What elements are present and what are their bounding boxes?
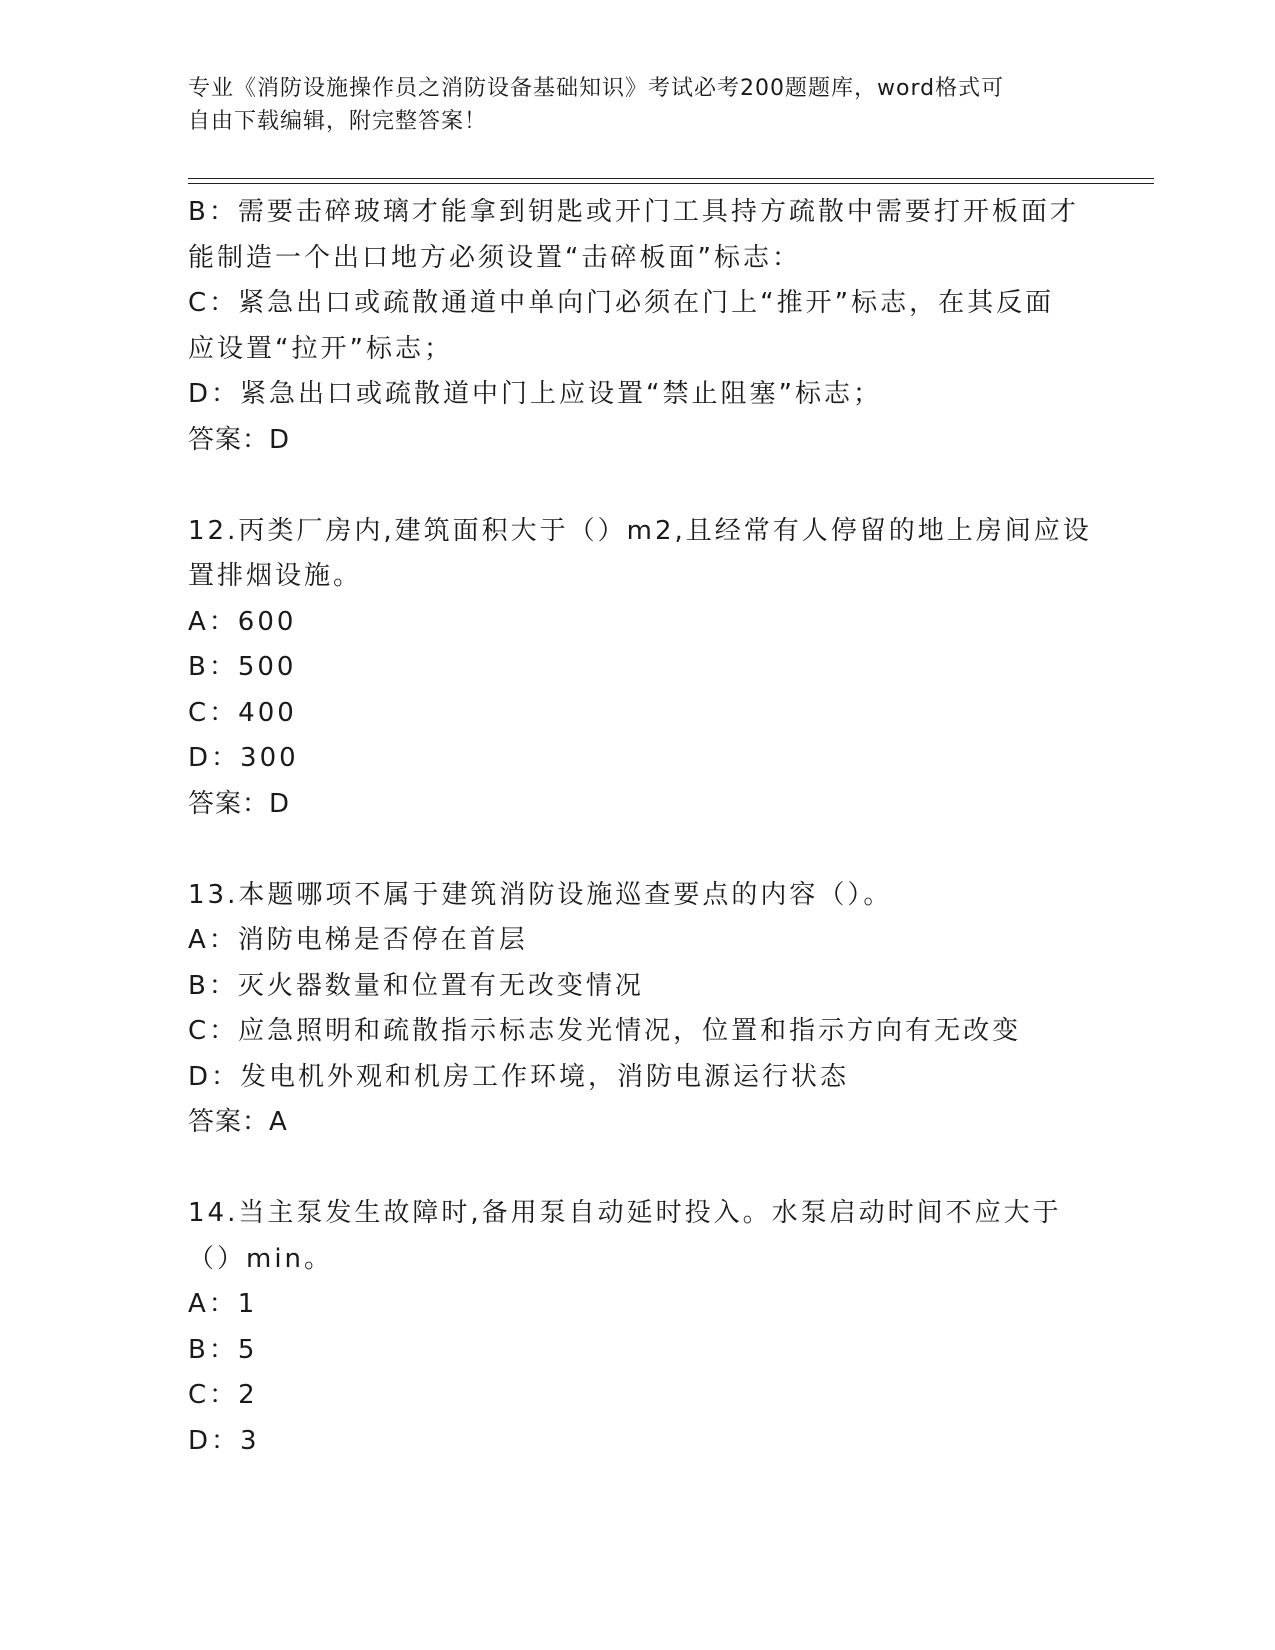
option-a: A：600 bbox=[188, 606, 297, 637]
document-header bbox=[188, 72, 1068, 138]
header-divider-bottom bbox=[188, 183, 1154, 184]
option-c: C：2 bbox=[188, 1380, 258, 1410]
option-d: D：3 bbox=[188, 1425, 260, 1456]
option-b: B：灭火器数量和位置有无改变情况 bbox=[188, 970, 644, 1001]
question-title-line-2: 置排烟设施。 bbox=[188, 561, 363, 591]
option-b: B：500 bbox=[188, 652, 297, 682]
question-14-block bbox=[188, 1191, 1088, 1464]
question-title-line-2: （）min。 bbox=[188, 1243, 334, 1274]
option-c-line-1: C：紧急出口或疏散通道中单向门必须在门上“推开”标志，在其反面 bbox=[188, 288, 1055, 318]
answer: 答案：D bbox=[188, 424, 291, 455]
question-title-line-1: 14.当主泵发生故障时,备用泵自动延时投入。水泵启动时间不应大于 bbox=[188, 1198, 1062, 1228]
question-content bbox=[188, 190, 1092, 1464]
answer: 答案：A bbox=[188, 1107, 288, 1137]
option-a: A：消防电梯是否停在首层 bbox=[188, 925, 528, 955]
header-divider-top bbox=[188, 178, 1154, 179]
option-b: B：5 bbox=[188, 1334, 258, 1365]
option-b-line-1: B：需要击碎玻璃才能拿到钥匙或开门工具持方疏散中需要打开板面才 bbox=[188, 197, 1079, 227]
option-c: C：400 bbox=[188, 697, 297, 728]
spacer bbox=[188, 463, 1088, 509]
question-title-line-1: 12.丙类厂房内,建筑面积大于（）m2,且经常有人停留的地上房间应设 bbox=[188, 515, 1092, 546]
spacer bbox=[188, 827, 1088, 873]
header-line-2: 自由下载编辑，附完整答案！ bbox=[188, 109, 488, 134]
answer: 答案：D bbox=[188, 788, 291, 819]
header-line-1: 专业《消防设施操作员之消防设备基础知识》考试必考200题题库，word格式可 bbox=[188, 76, 1005, 101]
option-d: D：300 bbox=[188, 743, 299, 773]
option-d: D：紧急出口或疏散道中门上应设置“禁止阻塞”标志； bbox=[188, 379, 882, 409]
question-title-line-1: 13.本题哪项不属于建筑消防设施巡查要点的内容（）。 bbox=[188, 879, 893, 910]
option-c: C：应急照明和疏散指示标志发光情况，位置和指示方向有无改变 bbox=[188, 1016, 1022, 1046]
option-a: A：1 bbox=[188, 1289, 258, 1319]
question-12-block bbox=[188, 509, 1092, 828]
question-13-block bbox=[188, 873, 1088, 1146]
option-b-line-2: 能制造一个出口地方必须设置“击碎板面”标志： bbox=[188, 242, 801, 273]
option-d: D：发电机外观和机房工作环境，消防电源运行状态 bbox=[188, 1061, 850, 1092]
previous-question-block bbox=[188, 190, 1088, 463]
spacer bbox=[188, 1146, 1088, 1192]
option-c-line-2: 应设置“拉开”标志； bbox=[188, 333, 453, 364]
